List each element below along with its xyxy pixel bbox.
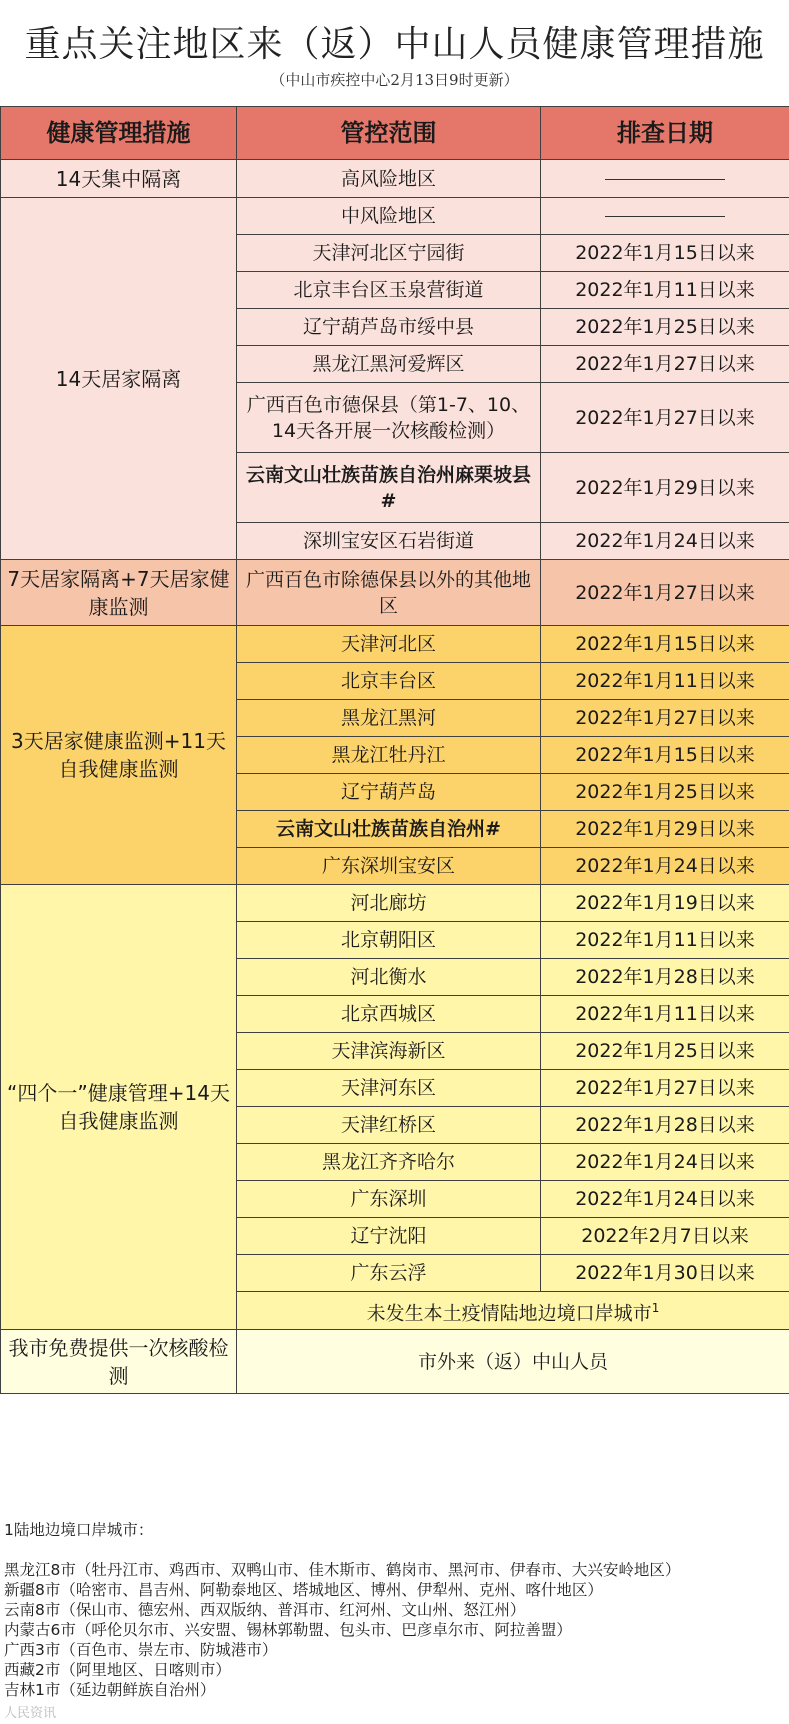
measure-cell: “四个一”健康管理+14天自我健康监测 xyxy=(1,885,237,1330)
date-cell: 2022年2月7日以来 xyxy=(541,1218,789,1255)
area-cell: 辽宁沈阳 xyxy=(237,1218,541,1255)
area-cell: 广东云浮 xyxy=(237,1255,541,1292)
footnote-title: 1陆地边境口岸城市： xyxy=(4,1521,154,1539)
date-cell: 2022年1月28日以来 xyxy=(541,1107,789,1144)
date-cell: 2022年1月24日以来 xyxy=(541,848,789,885)
date-cell: 2022年1月25日以来 xyxy=(541,1033,789,1070)
area-cell: 天津红桥区 xyxy=(237,1107,541,1144)
date-cell xyxy=(541,198,789,235)
area-cell: 北京丰台区 xyxy=(237,663,541,700)
footnote-line: 云南8市（保山市、德宏州、西双版纳、普洱市、红河州、文山州、怒江州） xyxy=(4,1601,526,1619)
date-cell xyxy=(541,160,789,198)
date-cell: 2022年1月27日以来 xyxy=(541,346,789,383)
measure-cell: 7天居家隔离+7天居家健康监测 xyxy=(1,560,237,626)
area-cell: 黑龙江齐齐哈尔 xyxy=(237,1144,541,1181)
measure-cell: 3天居家健康监测+11天自我健康监测 xyxy=(1,626,237,885)
date-cell: 2022年1月11日以来 xyxy=(541,663,789,700)
area-cell: 河北衡水 xyxy=(237,959,541,996)
area-cell: 中风险地区 xyxy=(237,198,541,235)
date-cell: 2022年1月29日以来 xyxy=(541,453,789,523)
date-cell: 2022年1月24日以来 xyxy=(541,1181,789,1218)
area-cell: 深圳宝安区石岩街道 xyxy=(237,523,541,560)
merged-area-cell: 市外来（返）中山人员 xyxy=(237,1330,789,1394)
date-cell: 2022年1月11日以来 xyxy=(541,922,789,959)
measures-table xyxy=(0,106,789,1394)
column-header-date: 排查日期 xyxy=(541,107,789,160)
area-cell: 天津河北区 xyxy=(237,626,541,663)
date-cell: 2022年1月19日以来 xyxy=(541,885,789,922)
area-cell: 广西百色市德保县（第1-7、10、14天各开展一次核酸检测） xyxy=(237,383,541,453)
table-row xyxy=(1,626,789,663)
area-cell: 黑龙江黑河 xyxy=(237,700,541,737)
area-cell: 云南文山壮族苗族自治州麻栗坡县# xyxy=(237,453,541,523)
table-row xyxy=(1,560,789,626)
footnote-line: 新疆8市（哈密市、昌吉州、阿勒泰地区、塔城地区、博州、伊犁州、克州、喀什地区） xyxy=(4,1581,603,1599)
dash-line xyxy=(605,216,725,217)
date-cell: 2022年1月11日以来 xyxy=(541,272,789,309)
area-cell: 广西百色市除德保县以外的其他地区 xyxy=(237,560,541,626)
table-row xyxy=(1,160,789,198)
table-row xyxy=(1,885,789,922)
date-cell: 2022年1月27日以来 xyxy=(541,700,789,737)
date-cell: 2022年1月27日以来 xyxy=(541,1070,789,1107)
area-cell: 天津河北区宁园街 xyxy=(237,235,541,272)
merged-area-cell xyxy=(237,1292,789,1330)
area-cell: 云南文山壮族苗族自治州# xyxy=(237,811,541,848)
date-cell: 2022年1月27日以来 xyxy=(541,383,789,453)
area-cell: 辽宁葫芦岛市绥中县 xyxy=(237,309,541,346)
area-cell: 河北廊坊 xyxy=(237,885,541,922)
area-cell: 广东深圳宝安区 xyxy=(237,848,541,885)
area-cell: 黑龙江牡丹江 xyxy=(237,737,541,774)
header xyxy=(0,0,789,106)
date-cell: 2022年1月24日以来 xyxy=(541,523,789,560)
column-header-measure: 健康管理措施 xyxy=(1,107,237,160)
area-cell: 北京朝阳区 xyxy=(237,922,541,959)
footnote-line: 广西3市（百色市、崇左市、防城港市） xyxy=(4,1641,278,1659)
measure-cell: 我市免费提供一次核酸检测 xyxy=(1,1330,237,1394)
dash-line xyxy=(605,179,725,180)
footnote-line: 黑龙江8市（牡丹江市、鸡西市、双鸭山市、佳木斯市、鹤岗市、黑河市、伊春市、大兴安岭地区） xyxy=(4,1561,681,1579)
area-cell: 天津河东区 xyxy=(237,1070,541,1107)
footnote-line: 西藏2市（阿里地区、日喀则市） xyxy=(4,1661,231,1679)
footnotes xyxy=(4,1520,784,1700)
area-cell: 北京丰台区玉泉营街道 xyxy=(237,272,541,309)
footnote-marker: 1 xyxy=(651,1300,660,1315)
date-cell: 2022年1月29日以来 xyxy=(541,811,789,848)
date-cell: 2022年1月15日以来 xyxy=(541,737,789,774)
column-header-area: 管控范围 xyxy=(237,107,541,160)
area-cell: 广东深圳 xyxy=(237,1181,541,1218)
area-cell: 天津滨海新区 xyxy=(237,1033,541,1070)
date-cell: 2022年1月27日以来 xyxy=(541,560,789,626)
footnote-line: 吉林1市（延边朝鲜族自治州） xyxy=(4,1681,216,1699)
measure-cell: 14天居家隔离 xyxy=(1,198,237,560)
date-cell: 2022年1月24日以来 xyxy=(541,1144,789,1181)
date-cell: 2022年1月15日以来 xyxy=(541,626,789,663)
area-cell: 高风险地区 xyxy=(237,160,541,198)
table-row xyxy=(1,1330,789,1394)
date-cell: 2022年1月25日以来 xyxy=(541,309,789,346)
date-cell: 2022年1月30日以来 xyxy=(541,1255,789,1292)
table-row xyxy=(1,198,789,235)
area-cell: 黑龙江黑河爱辉区 xyxy=(237,346,541,383)
area-cell: 辽宁葫芦岛 xyxy=(237,774,541,811)
date-cell: 2022年1月25日以来 xyxy=(541,774,789,811)
footnote-line: 内蒙古6市（呼伦贝尔市、兴安盟、锡林郭勒盟、包头市、巴彦卓尔市、阿拉善盟） xyxy=(4,1621,572,1639)
area-cell: 北京西城区 xyxy=(237,996,541,1033)
page-subtitle: （中山市疾控中心2月13日9时更新） xyxy=(270,71,519,89)
table-header-row xyxy=(1,107,789,160)
measure-cell: 14天集中隔离 xyxy=(1,160,237,198)
page-title: 重点关注地区来（返）中山人员健康管理措施 xyxy=(24,24,765,65)
watermark: 人民资讯 xyxy=(4,1706,57,1721)
date-cell: 2022年1月28日以来 xyxy=(541,959,789,996)
date-cell: 2022年1月11日以来 xyxy=(541,996,789,1033)
date-cell: 2022年1月15日以来 xyxy=(541,235,789,272)
border-cities-label: 未发生本土疫情陆地边境口岸城市 xyxy=(366,1302,652,1325)
